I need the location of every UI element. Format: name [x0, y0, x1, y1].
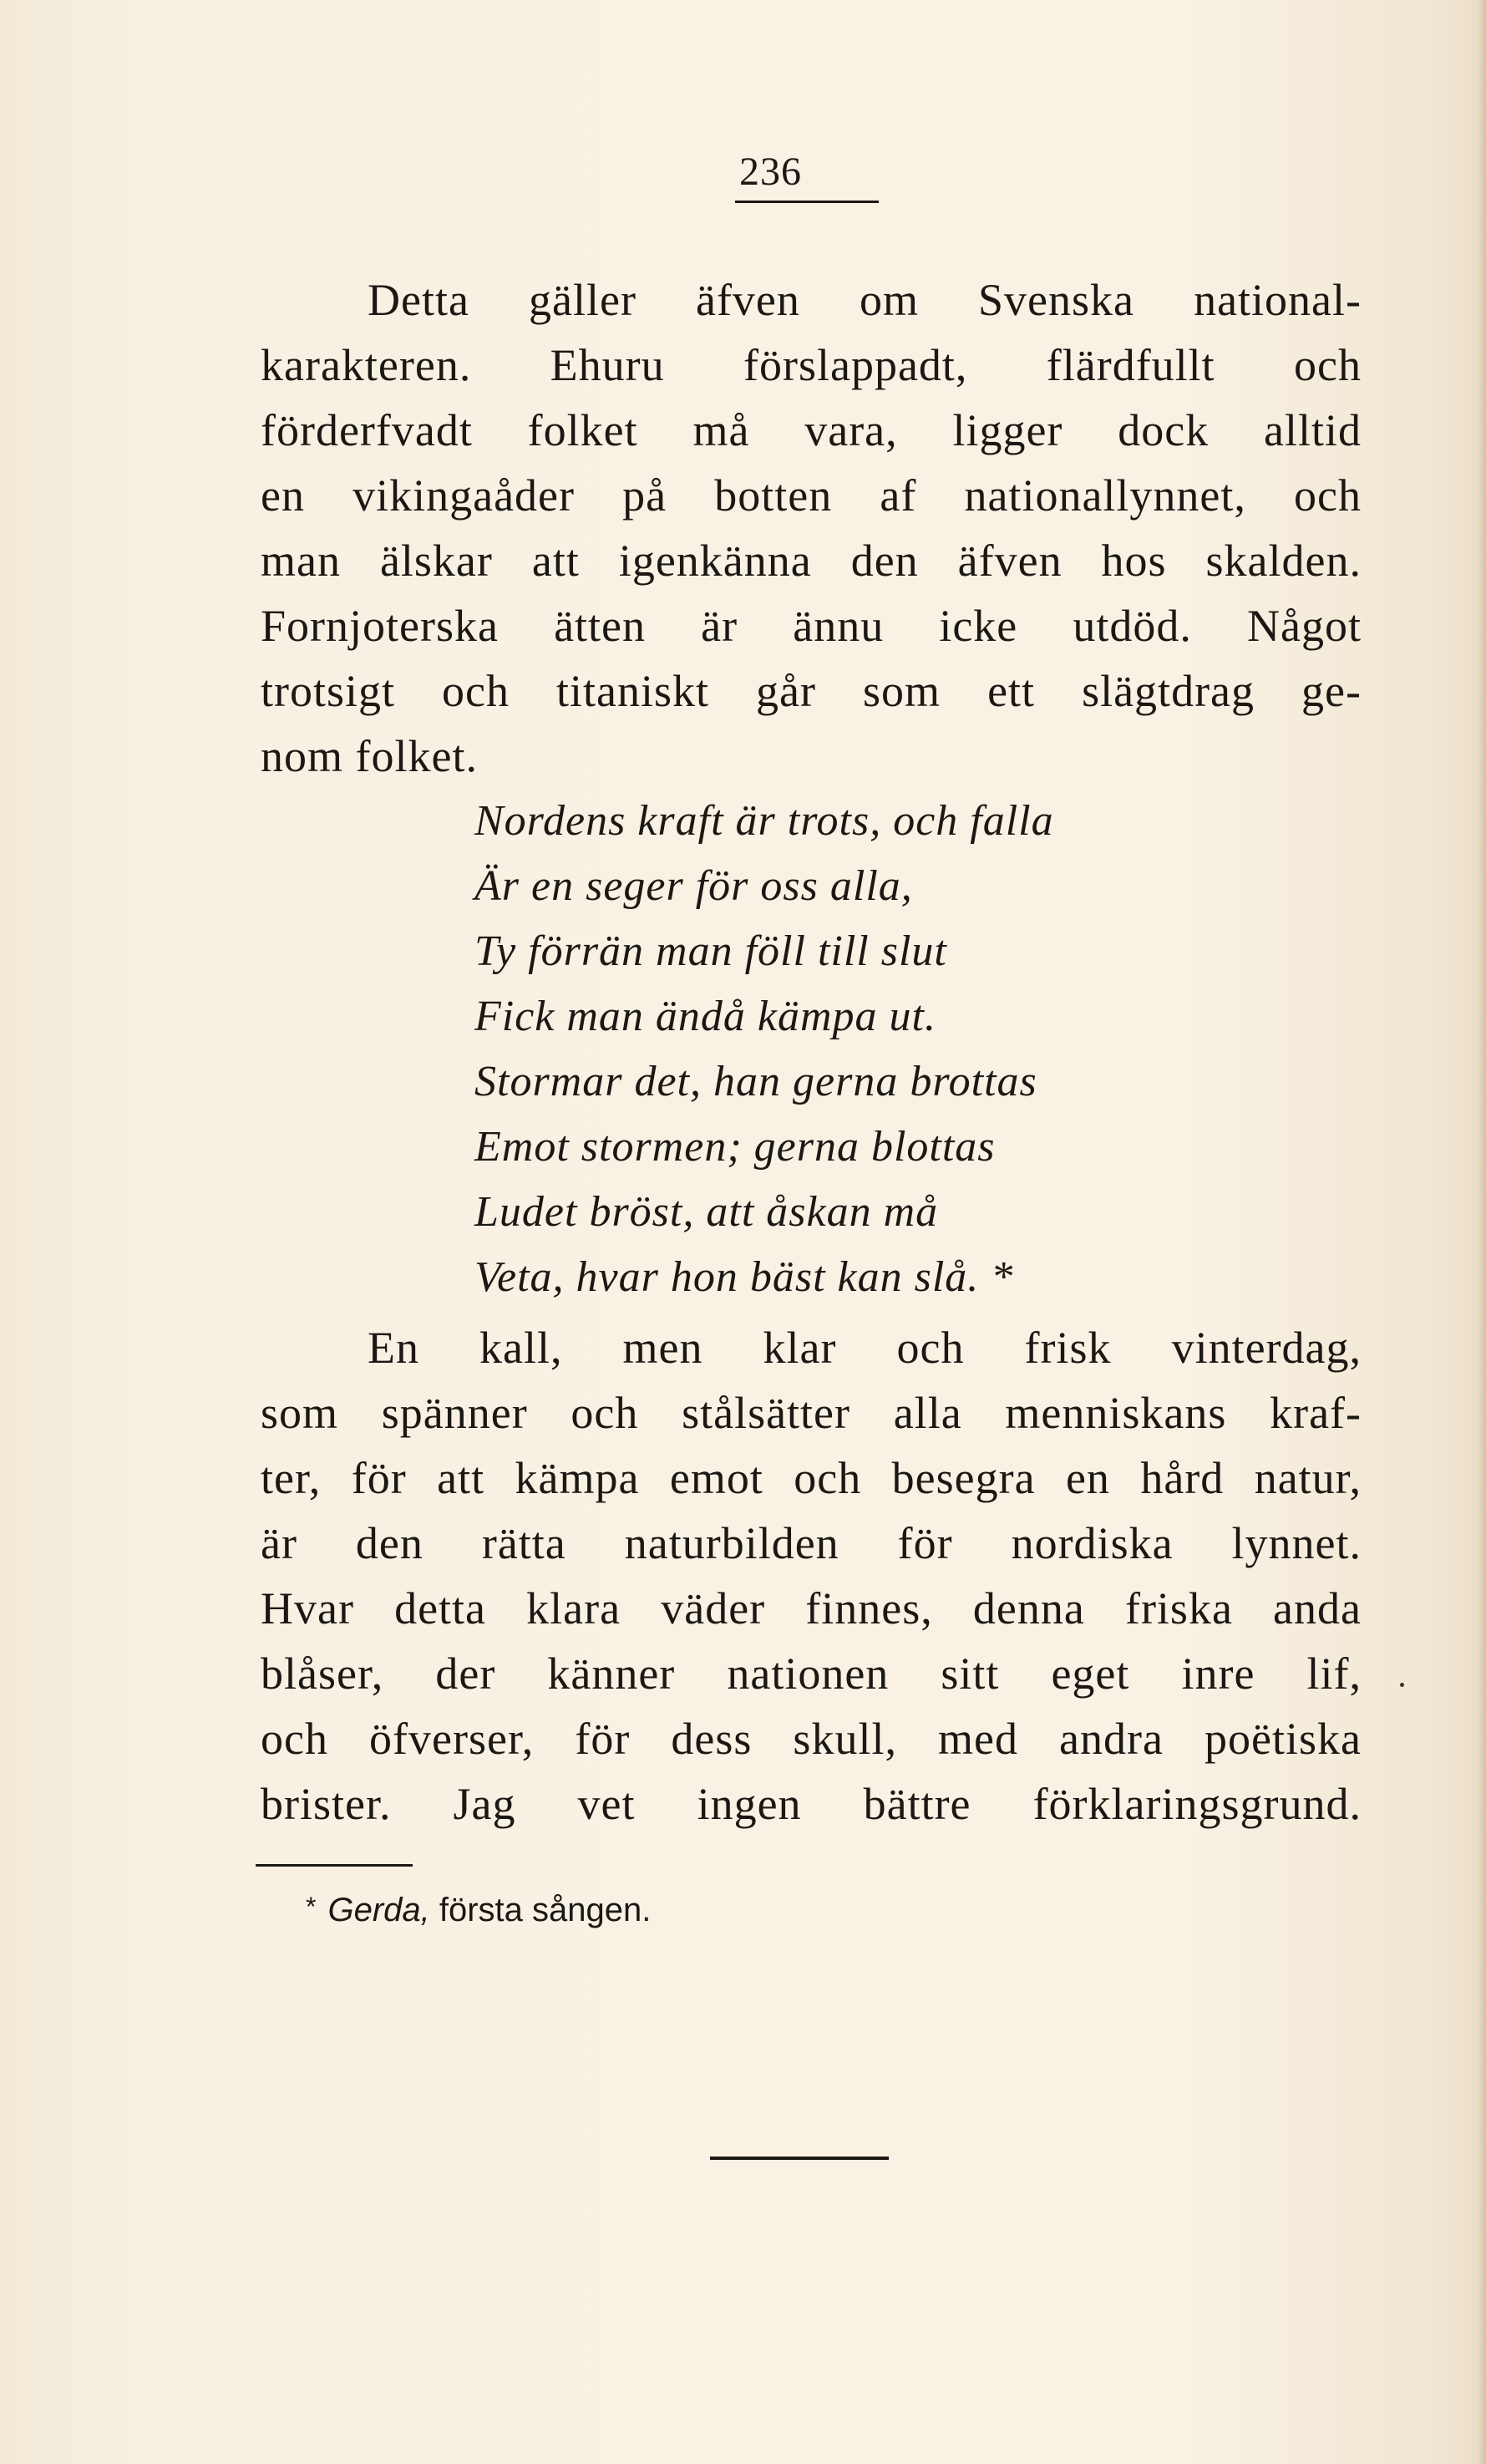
footnote-text: första sången.: [439, 1892, 652, 1928]
paragraph-1-line-4: en vikingaåder på botten af nationallynnet, och: [261, 470, 1362, 521]
verse-line-8: Veta, hvar hon bäst kan slå. *: [474, 1253, 1014, 1301]
footnote: [306, 1888, 651, 1933]
verse-line-7: Ludet bröst, att åskan må: [474, 1188, 939, 1236]
margin-speck: [1400, 1683, 1404, 1687]
paragraph-1-line-7: trotsigt och titaniskt går som ett slägtdrag ge-: [261, 666, 1362, 716]
page-number: 236: [739, 150, 802, 194]
footnote-reference: Gerda,: [327, 1892, 430, 1928]
footnote-mark: *: [306, 1892, 317, 1922]
paragraph-2-line-2: som spänner och stålsätter alla menniskans kraf-: [261, 1388, 1362, 1438]
verse-line-2: Är en seger för oss alla,: [474, 862, 913, 910]
paragraph-2-line-8: brister. Jag vet ingen bättre förklaringsgrund.: [261, 1779, 1362, 1829]
paragraph-1-line-2: karakteren. Ehuru förslappadt, flärdfullt och: [261, 340, 1362, 390]
paragraph-1-line-3: förderfvadt folket må vara, ligger dock alltid: [261, 405, 1362, 455]
verse-line-4: Fick man ändå kämpa ut.: [474, 993, 937, 1040]
paragraph-2-line-3: ter, för att kämpa emot och besegra en hård natur,: [261, 1453, 1362, 1503]
paragraph-1-line-5: man älskar att igenkänna den äfven hos skalden.: [261, 536, 1362, 586]
verse-line-3: Ty förrän man föll till slut: [474, 927, 947, 975]
paragraph-1-line-6: Fornjoterska ätten är ännu icke utdöd. Något: [261, 601, 1362, 651]
paragraph-2-line-5: Hvar detta klara väder finnes, denna friska anda: [261, 1583, 1362, 1633]
paragraph-1-line-8: nom folket.: [261, 731, 478, 781]
paragraph-1-line-1: Detta gäller äfven om Svenska national-: [368, 275, 1362, 325]
bottom-rule: [710, 2157, 889, 2160]
page-number-underline: [735, 201, 879, 203]
verse-line-1: Nordens kraft är trots, och falla: [474, 797, 1054, 845]
paragraph-2-line-4: är den rätta naturbilden för nordiska lynnet.: [261, 1518, 1362, 1568]
verse-line-5: Stormar det, han gerna brottas: [474, 1058, 1037, 1105]
page-edge-shadow: [1478, 0, 1486, 2464]
paragraph-2-line-1: En kall, men klar och frisk vinterdag,: [368, 1323, 1362, 1373]
paragraph-2-line-7: och öfverser, för dess skull, med andra poëtiska: [261, 1714, 1362, 1764]
verse-line-6: Emot stormen; gerna blottas: [474, 1123, 996, 1171]
paragraph-2-line-6: blåser, der känner nationen sitt eget inre lif,: [261, 1649, 1362, 1699]
footnote-rule: [256, 1864, 413, 1867]
